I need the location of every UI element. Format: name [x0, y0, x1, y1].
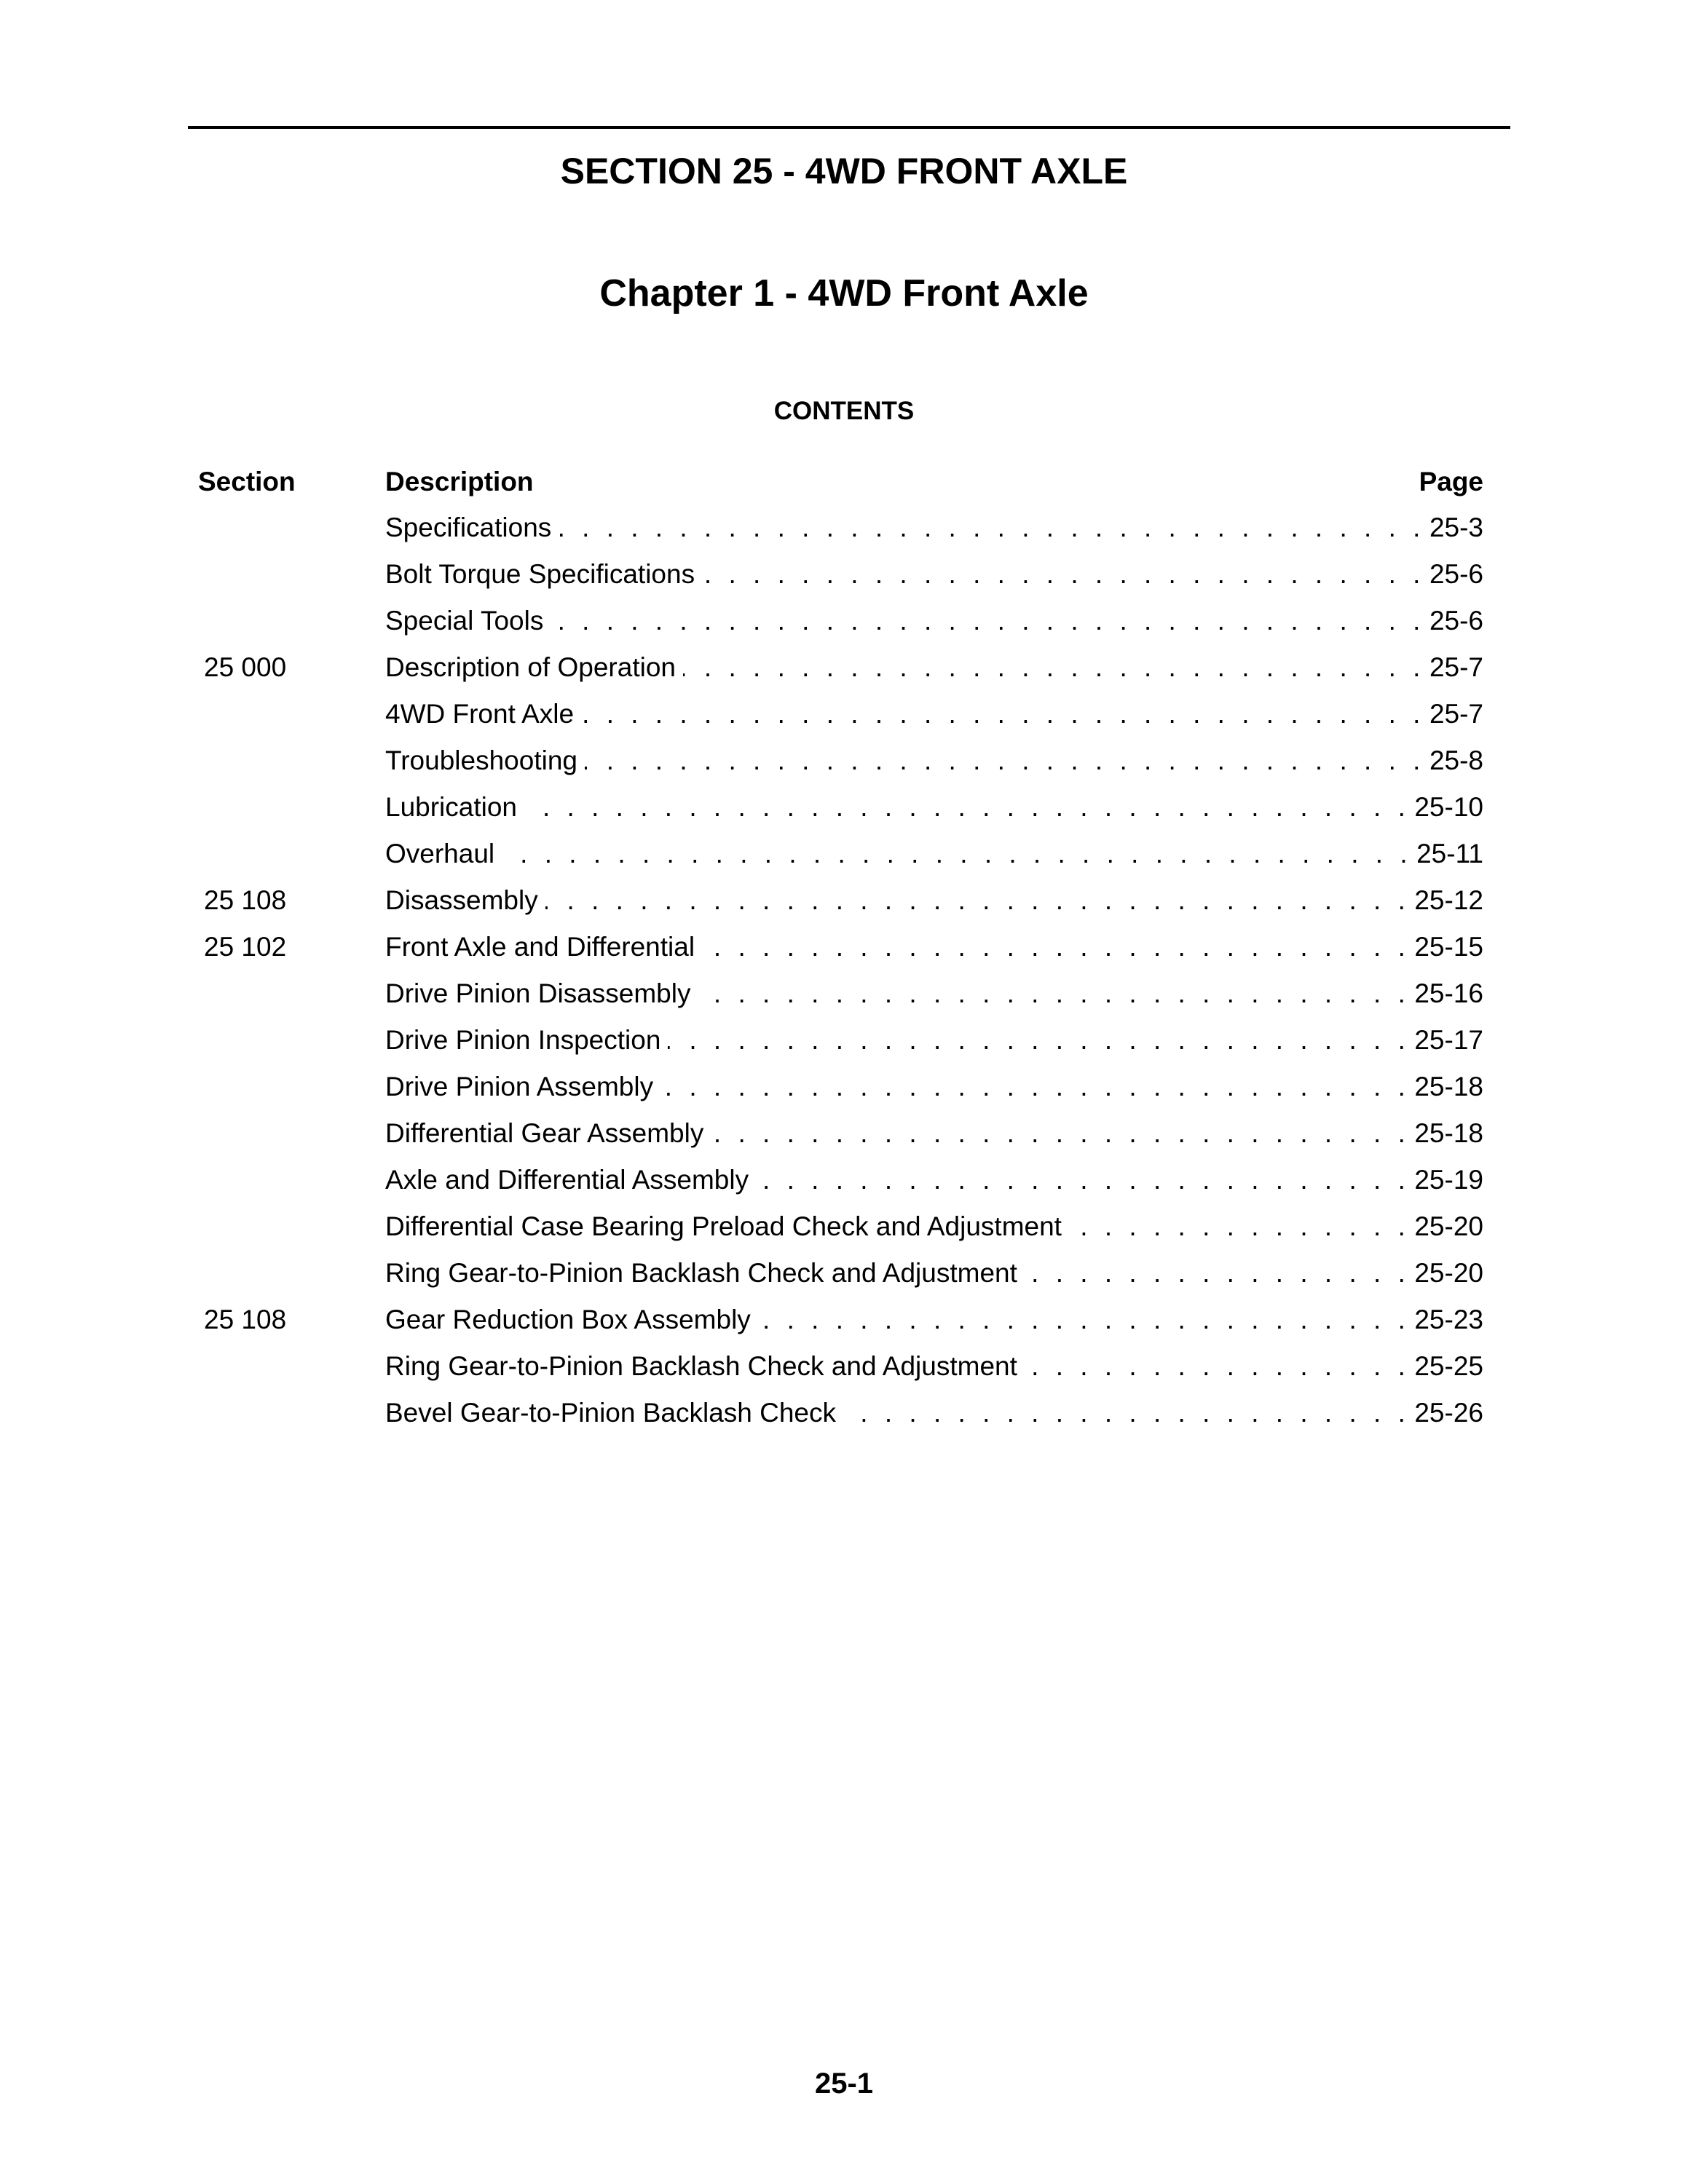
toc-row[interactable]: [0, 1117, 1688, 1164]
toc-page-number: 25-12: [1414, 885, 1483, 915]
chapter-title: Chapter 1 - 4WD Front Axle: [599, 272, 1089, 314]
toc-row[interactable]: [0, 558, 1688, 605]
column-header-page: Page: [1419, 467, 1483, 496]
toc-row[interactable]: [0, 978, 1688, 1024]
toc-page-number: 25-20: [1414, 1211, 1483, 1241]
toc-page-number: 25-18: [1414, 1118, 1483, 1148]
toc-row[interactable]: [0, 1164, 1688, 1211]
toc-list: [0, 512, 1688, 1444]
toc-section-code: 25 108: [204, 885, 287, 915]
dot-leader: [545, 885, 1411, 917]
toc-description: Troubleshooting: [385, 745, 577, 775]
toc-entry: [385, 1350, 1483, 1382]
toc-page-number: 25-18: [1414, 1072, 1483, 1101]
toc-description: Drive Pinion Inspection: [385, 1025, 661, 1055]
dot-leader: [702, 558, 1425, 590]
dot-leader: [1025, 1257, 1410, 1289]
toc-description: 4WD Front Axle: [385, 699, 575, 729]
toc-description: Special Tools: [385, 606, 544, 636]
toc-entry: [385, 652, 1483, 684]
toc-page-number: 25-17: [1414, 1025, 1483, 1055]
toc-row[interactable]: [0, 1304, 1688, 1350]
toc-row[interactable]: [0, 1071, 1688, 1117]
toc-description: Ring Gear-to-Pinion Backlash Check and Adjustment: [385, 1351, 1017, 1381]
toc-entry: [385, 1257, 1483, 1289]
toc-page-number: 25-3: [1429, 513, 1483, 542]
dot-leader: [660, 1071, 1410, 1103]
section-title: SECTION 25 - 4WD FRONT AXLE: [560, 151, 1128, 191]
toc-section-code: 25 108: [204, 1305, 287, 1334]
dot-leader: [1025, 1350, 1410, 1382]
toc-description: Differential Case Bearing Preload Check and Adjustment: [385, 1211, 1062, 1241]
toc-page-number: 25-26: [1414, 1398, 1483, 1428]
toc-entry: [385, 745, 1483, 777]
toc-row[interactable]: [0, 1257, 1688, 1304]
toc-row[interactable]: [0, 1397, 1688, 1444]
toc-entry: [385, 558, 1483, 590]
toc-row[interactable]: [0, 1350, 1688, 1397]
toc-section-code: 25 000: [204, 652, 287, 682]
toc-row[interactable]: [0, 1211, 1688, 1257]
toc-description: Description of Operation: [385, 652, 676, 682]
dot-leader: [683, 652, 1425, 684]
toc-row[interactable]: [0, 652, 1688, 698]
toc-entry: [385, 512, 1483, 544]
toc-row[interactable]: [0, 885, 1688, 931]
toc-entry: [385, 978, 1483, 1010]
toc-entry: [385, 1117, 1483, 1150]
toc-row[interactable]: [0, 838, 1688, 885]
toc-entry: [385, 1071, 1483, 1103]
toc-entry: [385, 838, 1483, 870]
toc-entry: [385, 931, 1483, 963]
toc-page-number: 25-6: [1429, 559, 1483, 589]
dot-leader: [843, 1397, 1410, 1429]
toc-description: Overhaul: [385, 839, 495, 869]
toc-row[interactable]: [0, 698, 1688, 745]
dot-leader: [559, 512, 1425, 544]
toc-page-number: 25-15: [1414, 932, 1483, 962]
toc-entry: [385, 1164, 1483, 1196]
toc-entry: [385, 791, 1483, 823]
toc-description: Ring Gear-to-Pinion Backlash Check and Adjustment: [385, 1258, 1017, 1288]
dot-leader: [1069, 1211, 1410, 1243]
toc-entry: [385, 1211, 1483, 1243]
toc-entry: [385, 605, 1483, 637]
dot-leader: [581, 698, 1425, 730]
dot-leader: [758, 1304, 1411, 1336]
toc-row[interactable]: [0, 931, 1688, 978]
dot-leader: [711, 1117, 1410, 1150]
toc-page-number: 25-16: [1414, 978, 1483, 1008]
contents-label: CONTENTS: [773, 397, 915, 425]
toc-description: Disassembly: [385, 885, 538, 915]
toc-page-number: 25-25: [1414, 1351, 1483, 1381]
toc-description: Drive Pinion Disassembly: [385, 978, 691, 1008]
toc-description: Lubrication: [385, 792, 518, 822]
toc-page-number: 25-11: [1416, 839, 1483, 869]
toc-entry: [385, 1304, 1483, 1336]
dot-leader: [524, 791, 1410, 823]
dot-leader: [702, 931, 1410, 963]
toc-page-number: 25-10: [1414, 792, 1483, 822]
toc-page-number: 25-7: [1429, 699, 1483, 729]
toc-page-number: 25-23: [1414, 1305, 1483, 1334]
toc-section-code: 25 102: [204, 932, 287, 962]
dot-leader: [585, 745, 1425, 777]
toc-row[interactable]: [0, 745, 1688, 791]
dot-leader: [698, 978, 1410, 1010]
toc-row[interactable]: [0, 791, 1688, 838]
toc-entry: [385, 885, 1483, 917]
toc-row[interactable]: [0, 605, 1688, 652]
toc-entry: [385, 1397, 1483, 1429]
toc-description: Axle and Differential Assembly: [385, 1165, 749, 1195]
toc-row[interactable]: [0, 1024, 1688, 1071]
dot-leader: [756, 1164, 1410, 1196]
toc-description: Specifications: [385, 513, 552, 542]
toc-page-number: 25-8: [1429, 745, 1483, 775]
top-rule: [188, 126, 1510, 129]
dot-leader: [502, 838, 1412, 870]
toc-description: Differential Gear Assembly: [385, 1118, 704, 1148]
dot-leader: [668, 1024, 1410, 1056]
toc-page-number: 25-6: [1429, 606, 1483, 636]
toc-page-number: 25-19: [1414, 1165, 1483, 1195]
toc-description: Gear Reduction Box Assembly: [385, 1305, 751, 1334]
toc-page-number: 25-20: [1414, 1258, 1483, 1288]
toc-entry: [385, 1024, 1483, 1056]
toc-description: Bevel Gear-to-Pinion Backlash Check: [385, 1398, 837, 1428]
toc-page-number: 25-7: [1429, 652, 1483, 682]
column-header-description: Description: [385, 467, 534, 496]
toc-description: Drive Pinion Assembly: [385, 1072, 654, 1101]
toc-description: Bolt Torque Specifications: [385, 559, 695, 589]
toc-entry: [385, 698, 1483, 730]
page-number: 25-1: [814, 2068, 874, 2100]
toc-row[interactable]: [0, 512, 1688, 558]
dot-leader: [551, 605, 1425, 637]
toc-description: Front Axle and Differential: [385, 932, 695, 962]
column-header-section: Section: [198, 467, 296, 496]
